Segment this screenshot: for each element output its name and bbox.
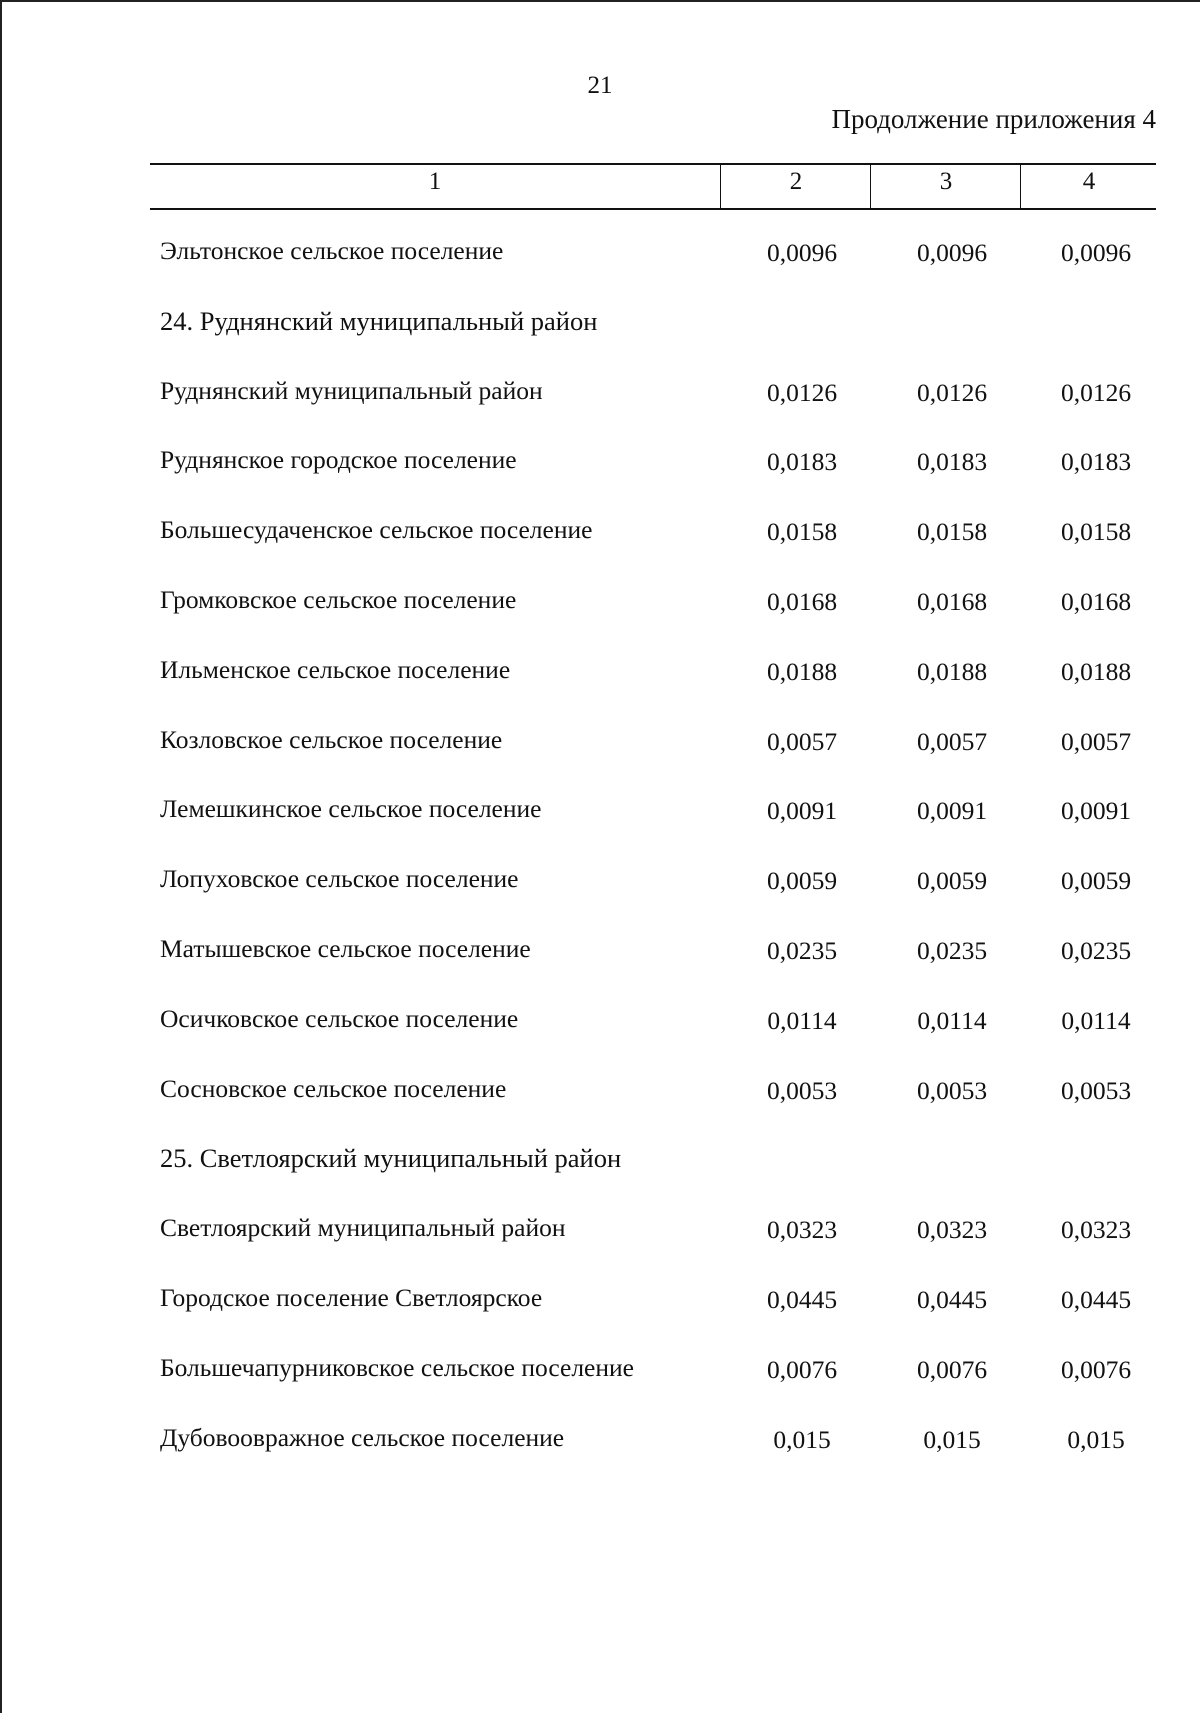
settlement-name: Эльтонское сельское поселение [160, 236, 504, 265]
table-row [150, 1339, 1156, 1409]
settlement-name: Лопуховское сельское поселение [160, 864, 519, 894]
value-column-4: 0,0183 [1060, 447, 1132, 477]
settlement-name: Громковское сельское поселение [160, 584, 517, 614]
value-column-3: 0,0235 [916, 935, 988, 965]
settlement-name: Ильменское сельское поселение [160, 654, 511, 684]
table-row [150, 850, 1156, 920]
table-row [150, 571, 1156, 641]
section-heading-row [150, 1129, 1156, 1199]
value-column-2: 0,0158 [766, 517, 838, 547]
settlement-name: Городское поселение Светлоярское [160, 1282, 543, 1312]
settlement-name: Осичковское сельское поселение [160, 1003, 519, 1033]
settlement-name: Большечапурниковское сельское поселение [160, 1352, 634, 1382]
value-column-3: 0,0183 [916, 447, 988, 477]
value-column-4: 0,0076 [1060, 1354, 1132, 1384]
value-column-4: 0,0188 [1060, 656, 1132, 686]
table-row [150, 1269, 1156, 1339]
value-column-4: 0,0168 [1060, 586, 1132, 616]
value-column-3: 0,0126 [916, 377, 988, 407]
column-header-2: 2 [720, 165, 871, 208]
value-column-3: 0,0057 [916, 726, 988, 756]
appendix-continuation-note: Продолжение приложения 4 [831, 104, 1156, 134]
value-column-2: 0,0076 [766, 1354, 838, 1384]
value-column-3: 0,0114 [917, 1005, 987, 1035]
value-column-4: 0,0057 [1060, 726, 1132, 756]
value-column-2: 0,0126 [766, 377, 838, 407]
settlement-name: Большесудаченское сельское поселение [160, 515, 593, 545]
value-column-2: 0,0168 [766, 586, 838, 616]
value-column-2: 0,0114 [767, 1005, 837, 1035]
settlement-name: Лемешкинское сельское поселение [160, 794, 542, 824]
column-header-1: 1 [428, 168, 442, 195]
value-column-2: 0,0059 [766, 866, 838, 896]
table-row [150, 222, 1156, 292]
table-row [150, 641, 1156, 711]
table-row [150, 1409, 1156, 1479]
value-column-4: 0,0091 [1060, 796, 1132, 826]
value-column-3: 0,0076 [916, 1354, 988, 1384]
value-column-3: 0,0323 [916, 1215, 988, 1245]
scan-border-left [0, 0, 2, 1713]
value-column-4: 0,0126 [1060, 377, 1132, 407]
section-heading: 24. Руднянский муниципальный район [160, 305, 598, 336]
section-heading: 25. Светлоярский муниципальный район [160, 1143, 622, 1174]
table-row [150, 431, 1156, 501]
value-column-4: 0,0053 [1060, 1075, 1132, 1105]
value-column-4: 0,0096 [1060, 238, 1132, 267]
column-header-4: 4 [1020, 165, 1157, 208]
table-row [150, 780, 1156, 850]
table-row [150, 920, 1156, 990]
value-column-2: 0,0053 [766, 1075, 838, 1105]
scan-border-top [0, 0, 1200, 2]
value-column-3: 0,0091 [916, 796, 988, 826]
table-row [150, 1199, 1156, 1269]
settlement-name: Дубовоовражное сельское поселение [160, 1422, 565, 1452]
value-column-4: 0,0235 [1060, 935, 1132, 965]
value-column-4: 0,0323 [1060, 1215, 1132, 1245]
value-column-3: 0,0096 [916, 238, 988, 267]
value-column-3: 0,015 [923, 1424, 981, 1454]
settlement-name: Руднянское городское поселение [160, 445, 517, 475]
value-column-3: 0,0053 [916, 1075, 988, 1105]
value-column-2: 0,0183 [766, 447, 838, 477]
value-column-3: 0,0059 [916, 866, 988, 896]
value-column-2: 0,0091 [766, 796, 838, 826]
value-column-2: 0,0057 [766, 726, 838, 756]
value-column-2: 0,0323 [766, 1215, 838, 1245]
table-header-row [150, 163, 1156, 210]
column-header-3: 3 [870, 165, 1021, 208]
settlement-name: Козловское сельское поселение [160, 724, 503, 754]
value-column-2: 0,0235 [766, 935, 838, 965]
value-column-4: 0,015 [1067, 1424, 1125, 1454]
value-column-3: 0,0188 [916, 656, 988, 686]
value-column-2: 0,0188 [766, 656, 838, 686]
value-column-3: 0,0168 [916, 586, 988, 616]
data-table [150, 163, 1156, 1478]
value-column-2: 0,0445 [766, 1284, 838, 1314]
settlement-name: Сосновское сельское поселение [160, 1073, 507, 1103]
value-column-4: 0,0158 [1060, 517, 1132, 547]
value-column-4: 0,0445 [1060, 1284, 1132, 1314]
value-column-4: 0,0059 [1060, 866, 1132, 896]
table-row [150, 362, 1156, 432]
settlement-name: Матышевское сельское поселение [160, 933, 531, 963]
table-body [150, 222, 1156, 1478]
table-row [150, 1060, 1156, 1130]
settlement-name: Руднянский муниципальный район [160, 375, 543, 405]
value-column-2: 0,015 [773, 1424, 831, 1454]
value-column-4: 0,0114 [1061, 1005, 1131, 1035]
table-row [150, 501, 1156, 571]
value-column-2: 0,0096 [766, 238, 838, 267]
section-heading-row [150, 292, 1156, 362]
settlement-name: Светлоярский муниципальный район [160, 1213, 566, 1243]
page-number: 21 [587, 72, 613, 99]
value-column-3: 0,0158 [916, 517, 988, 547]
table-row [150, 711, 1156, 781]
table-row [150, 990, 1156, 1060]
value-column-3: 0,0445 [916, 1284, 988, 1314]
